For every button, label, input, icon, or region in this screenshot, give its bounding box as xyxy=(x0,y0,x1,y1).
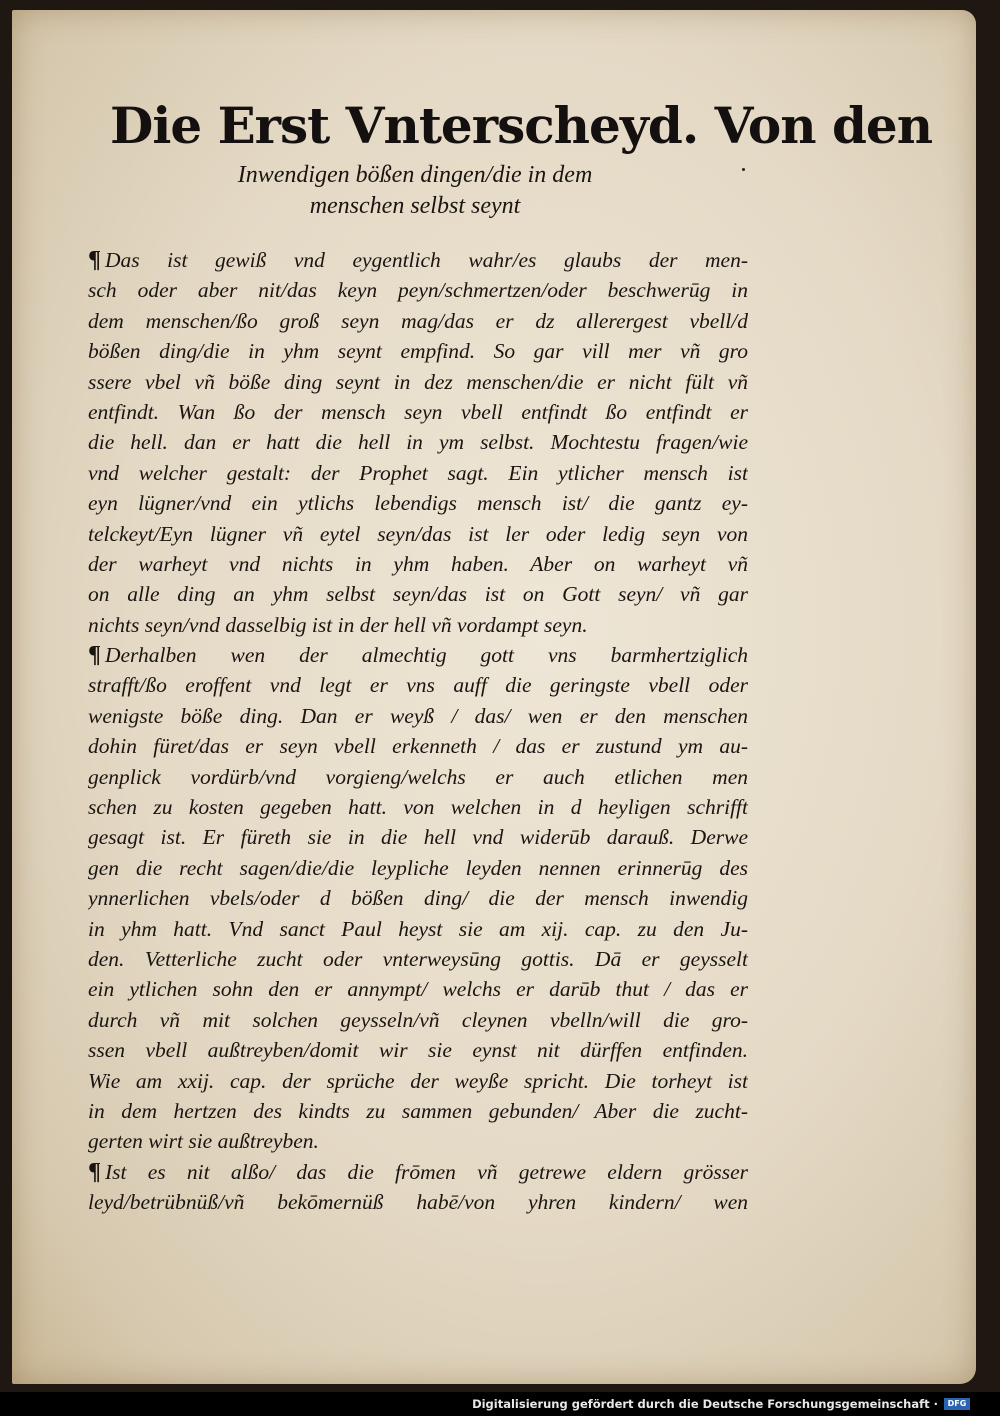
text-line-15: strafft/ßo eroffent vnd legt er vns auff die geringste vbell oder xyxy=(88,673,748,698)
text-line-21: gen die recht sagen/die/die leypliche leyden nennen erinnerūg des xyxy=(88,855,748,880)
text-line-18: genplick vordürb/vnd vorgieng/welchs er auch etlichen men xyxy=(88,764,748,789)
text-line-8: vnd welcher gestalt: der Prophet sagt. Ein ytlicher mensch ist xyxy=(88,460,748,485)
text-line-28: Wie am xxij. cap. der sprüche der weyße spricht. Die torheyt ist xyxy=(88,1068,748,1093)
text-line-26: durch vñ mit solchen geysseln/vñ cleynen vbelln/will die gro- xyxy=(88,1007,748,1032)
text-line-17: dohin füret/das er seyn vbell erkenneth / das er zustund ym au- xyxy=(88,734,748,759)
page-subtitle-line-2: menschen selbst seynt xyxy=(309,193,521,219)
text-line-1: ¶ Das ist gewiß vnd eygentlich wahr/es glaubs der men- xyxy=(88,247,748,273)
pilcrow-mark: ¶ xyxy=(88,642,101,669)
body-text xyxy=(88,245,748,1218)
funding-credit: Digitalisierung gefördert durch die Deutsche Forschungsgemeinschaft · xyxy=(472,1397,938,1411)
page-subtitle-line-1: Inwendigen bößen dingen/die in dem xyxy=(237,162,593,188)
text-line-9: eyn lügner/vnd ein ytlichs lebendigs mensch ist/ die gantz ey- xyxy=(88,491,748,516)
text-line-6: entfindt. Wan ßo der mensch seyn vbell entfindt ßo entfindt er xyxy=(88,399,748,424)
text-line-10: telckeyt/Eyn lügner vñ eytel seyn/das ist ler oder ledig seyn von xyxy=(88,521,748,546)
text-line-20: gesagt ist. Er füreth sie in die hell vnd widerūb darauß. Derwe xyxy=(88,825,748,850)
text-line-11: der warheyt vnd nichts in yhm haben. Aber on warheyt vñ xyxy=(88,551,748,576)
text-line-30: gerten wirt sie außtreyben. xyxy=(88,1129,319,1154)
dfg-logo: DFG xyxy=(944,1398,970,1410)
pilcrow-mark: ¶ xyxy=(88,247,101,273)
text-line-13: nichts seyn/vnd dasselbig ist in der hell vñ vordampt seyn. xyxy=(88,612,588,637)
text-line-3: dem menschen/ßo groß seyn mag/das er dz allerergest vbell/d xyxy=(88,308,748,333)
text-line-4: bößen ding/die in yhm seynt empfind. So gar vill mer vñ gro xyxy=(88,339,748,364)
page-title: Die Erst Vnterscheyd. Von den xyxy=(110,96,933,155)
text-line-22: ynnerlichen vbels/oder d bößen ding/ die der mensch inwendig xyxy=(88,886,748,911)
text-line-24: den. Vetterliche zucht oder vnterweysūng gottis. Dā er geysselt xyxy=(88,946,748,971)
text-line-29: in dem hertzen des kindts zu sammen gebunden/ Aber die zucht- xyxy=(88,1098,748,1123)
text-line-2: sch oder aber nit/das keyn peyn/schmertzen/oder beschwerūg in xyxy=(88,278,748,303)
text-line-14: ¶ Derhalben wen der almechtig gott vns barmhertziglich xyxy=(88,642,748,669)
text-line-27: ssen vbell außtreyben/domit wir sie eynst nit dürffen entfinden. xyxy=(88,1038,748,1063)
text-line-32: leyd/betrübnüß/vñ bekōmernüß habē/von yhren kindern/ wen xyxy=(88,1190,748,1215)
ink-mark xyxy=(742,168,745,171)
text-line-31: ¶ Ist es nit alßo/ das die frōmen vñ getrewe eldern grösser xyxy=(88,1158,748,1185)
text-line-19: schen zu kosten gegeben hatt. von welchen in d heyligen schrifft xyxy=(88,795,748,820)
text-line-25: ein ytlichen sohn den er annympt/ welchs er darūb thut / das er xyxy=(88,977,748,1002)
text-line-12: on alle ding an yhm selbst seyn/das ist on Gott seyn/ vñ gar xyxy=(88,582,748,607)
pilcrow-mark: ¶ xyxy=(88,1158,101,1185)
text-line-5: ssere vbel vñ böße ding seynt in dez menschen/die er nicht fült vñ xyxy=(88,369,748,394)
text-line-16: wenigste böße ding. Dan er weyß / das/ wen er den menschen xyxy=(88,703,748,728)
text-line-7: die hell. dan er hatt die hell in ym selbst. Mochtestu fragen/wie xyxy=(88,430,748,455)
text-line-23: in yhm hatt. Vnd sanct Paul heyst sie am xij. cap. zu den Ju- xyxy=(88,916,748,941)
